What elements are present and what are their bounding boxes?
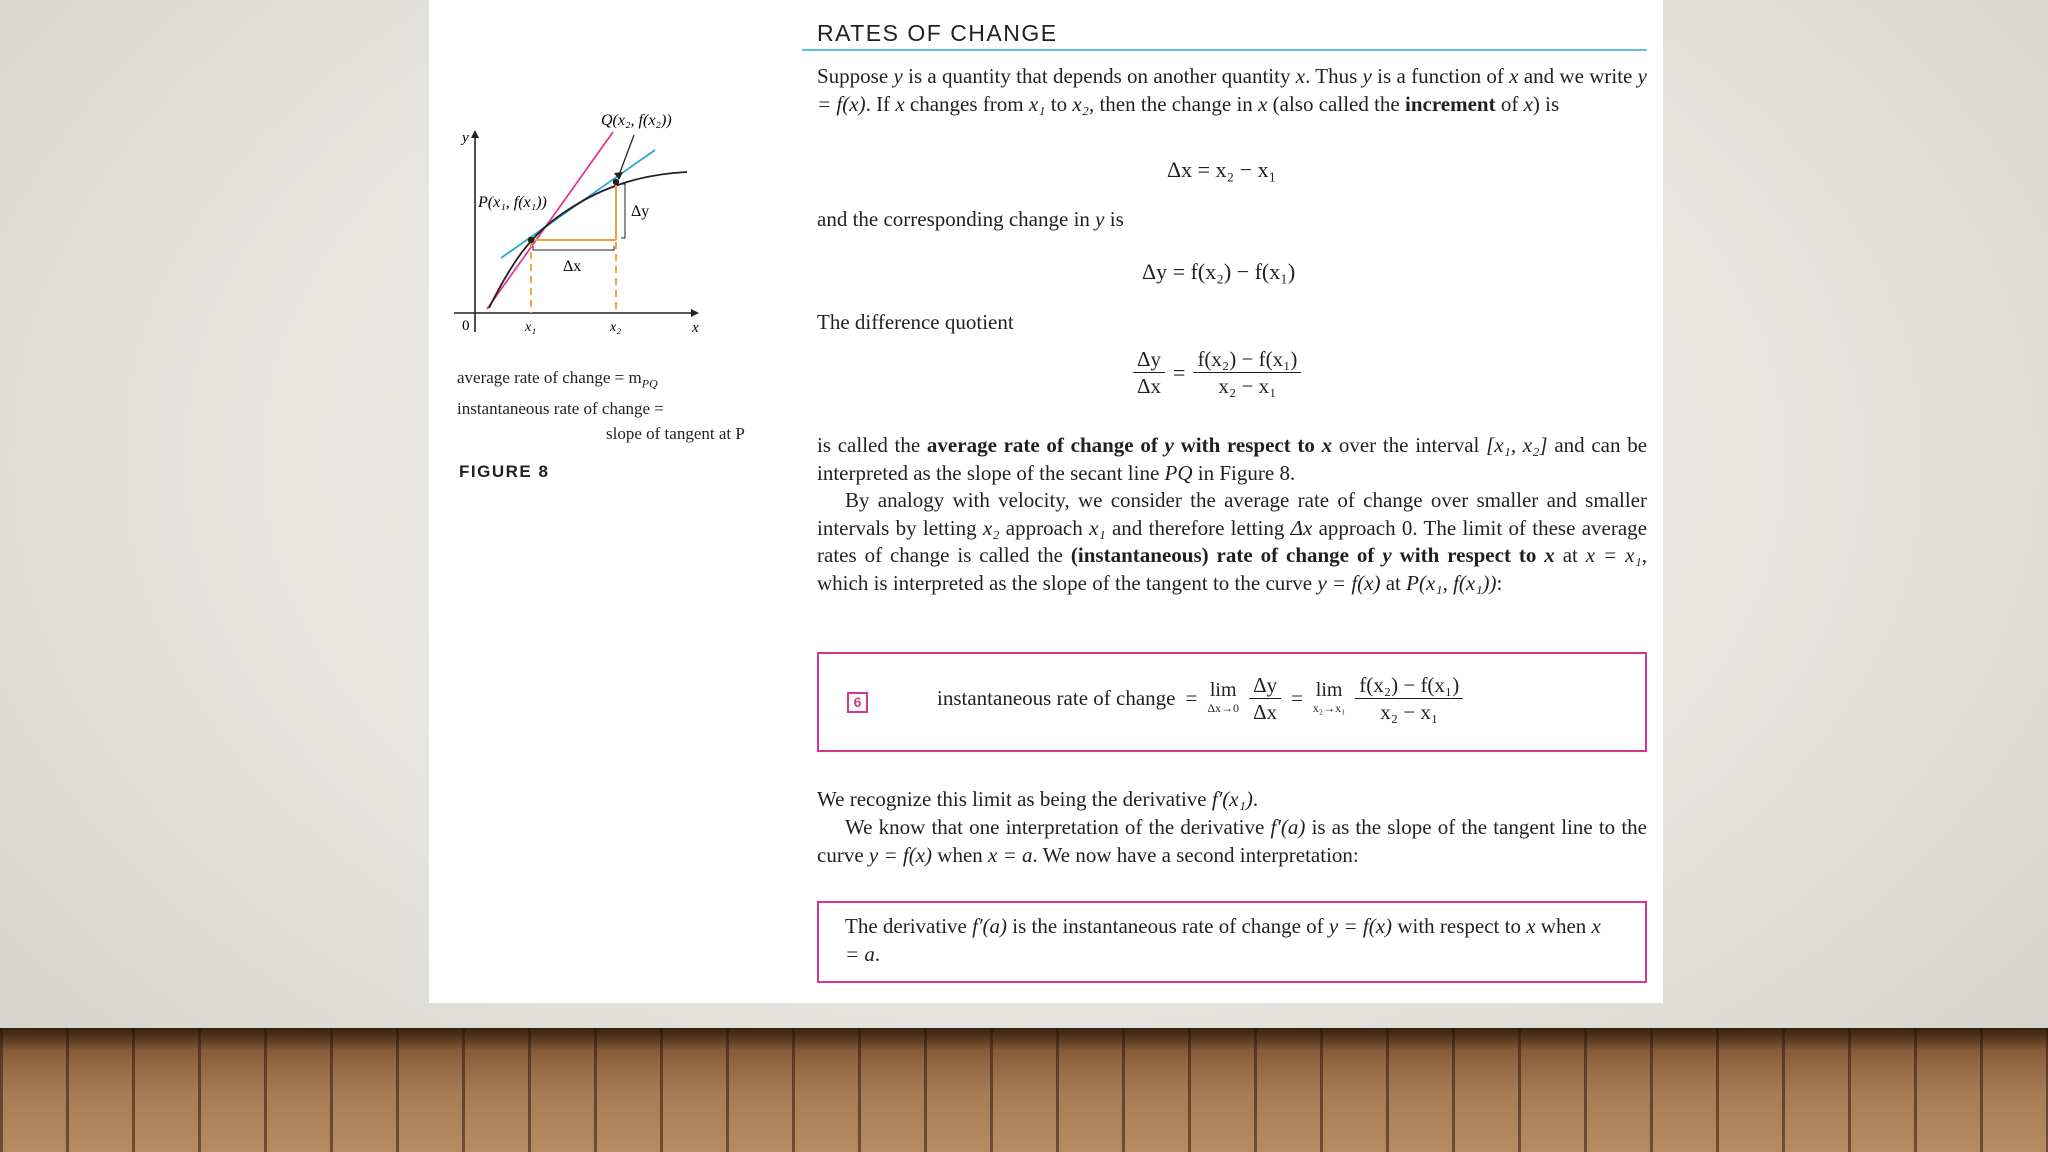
caption-average-text: average rate of change = m [457, 368, 642, 387]
caption-average-subscript: PQ [641, 376, 658, 391]
caption-slope-of-tangent: slope of tangent at P [606, 424, 745, 443]
derivative-interpretation-text: The derivative f′(a) is the instantaneous rate of change of y = f(x) with respect to x when x = a. [845, 914, 1601, 966]
dq-left-fraction: $\frac{\Delta y}{\Delta x}$ [1133, 346, 1165, 399]
label-origin: 0 [462, 318, 470, 334]
intro-paragraph: Suppose y is a quantity that depends on another quantity x. Thus y is a function of x and we write y = f(x). If x changes from x₁ to x₂, then the change in x (also called the increment of x) is [817, 64, 1647, 116]
caption-average-rate [457, 368, 658, 391]
point-q-marker [613, 179, 619, 185]
tick-x1: x₁ [525, 320, 537, 335]
fraction-dy-dx: $\frac{\Delta y}{\Delta x}$ [1249, 672, 1281, 725]
label-delta-x: Δx [563, 258, 582, 275]
limit-delta-x: lim Δx→0 [1207, 678, 1240, 715]
difference-quotient-equation: $\frac{\Delta y}{\Delta x}$ = $\frac{\text{f(x₂) − f(x₁)}}{\text{x₂ − x₁}}$ [1133, 346, 1301, 399]
difference-quotient-label: The difference quotient [817, 310, 1014, 334]
figure-label: FIGURE 8 [459, 462, 550, 481]
floor-shadow [0, 1028, 2048, 1050]
limit-x2-to-x1: lim x₂→x₁ [1312, 678, 1346, 715]
section-title: RATES OF CHANGE [817, 20, 1058, 46]
equation-delta-x: Δx = x₂ − x₁ [1167, 157, 1277, 182]
average-rate-paragraph: is called the average rate of change of y with respect to x over the interval [x₁, x₂] and can be interpreted as the slope of the secant line PQ in Figure 8. [817, 433, 1648, 485]
label-delta-y: Δy [631, 203, 650, 220]
equals-sign-2: = [1291, 686, 1303, 710]
derivative-interpretation-box [817, 901, 1647, 983]
label-q: Q(x₂, f(x₂)) [601, 112, 672, 129]
delta-x-bracket [533, 246, 614, 250]
instantaneous-rate-label: instantaneous rate of change [937, 686, 1176, 710]
definition-box-6 [817, 652, 1647, 752]
label-axis-y: y [462, 130, 469, 146]
dq-right-fraction: $\frac{\text{f(x₂) − f(x₁)}}{\text{x₂ − x₁}}$ [1193, 346, 1301, 399]
y-axis-arrow-icon [471, 130, 479, 138]
x-axis-arrow-icon [691, 309, 699, 317]
caption-instantaneous-rate: instantaneous rate of change = [457, 399, 664, 418]
delta-y-bracket [621, 184, 625, 238]
fraction-difference-quotient: $\frac{\text{f(x₂) − f(x₁)}}{\text{x₂ − x₁}}$ [1355, 672, 1463, 725]
analogy-paragraph: By analogy with velocity, we consider the average rate of change over smaller and smaller intervals by letting x₂ approach x₁ and therefore letting Δx approach 0. The limit of these average rates of change is called the (instantaneous) rate of change of y with respect to x at x = x₁, which is interpreted as the slope of the tangent to the curve y = f(x) at P(x₁, f(x₁)): [817, 488, 1647, 595]
corresponding-change-text: and the corresponding change in y is [817, 207, 1124, 231]
label-p: P(x₁, f(x₁)) [478, 194, 547, 211]
point-p-marker [528, 237, 534, 243]
equation-delta-y: Δy = f(x₂) − f(x₁) [1142, 259, 1296, 284]
equals-sign: = [1185, 686, 1198, 710]
textbook-page [429, 0, 1663, 1003]
tick-x2: x₂ [610, 320, 622, 335]
section-title-rule [802, 49, 1647, 51]
label-axis-x: x [692, 320, 699, 336]
figure-8-graph [451, 100, 711, 345]
equation-number-badge: 6 [847, 692, 868, 713]
tangent-line [487, 132, 613, 309]
recognize-derivative-paragraph: We recognize this limit as being the derivative f′(x₁). [817, 787, 1259, 811]
interpretation-paragraph: We know that one interpretation of the derivative f′(a) is as the slope of the tangent line to the curve y = f(x) when x = a. We now have a second interpretation: [817, 815, 1648, 867]
instantaneous-rate-equation [937, 672, 1463, 725]
